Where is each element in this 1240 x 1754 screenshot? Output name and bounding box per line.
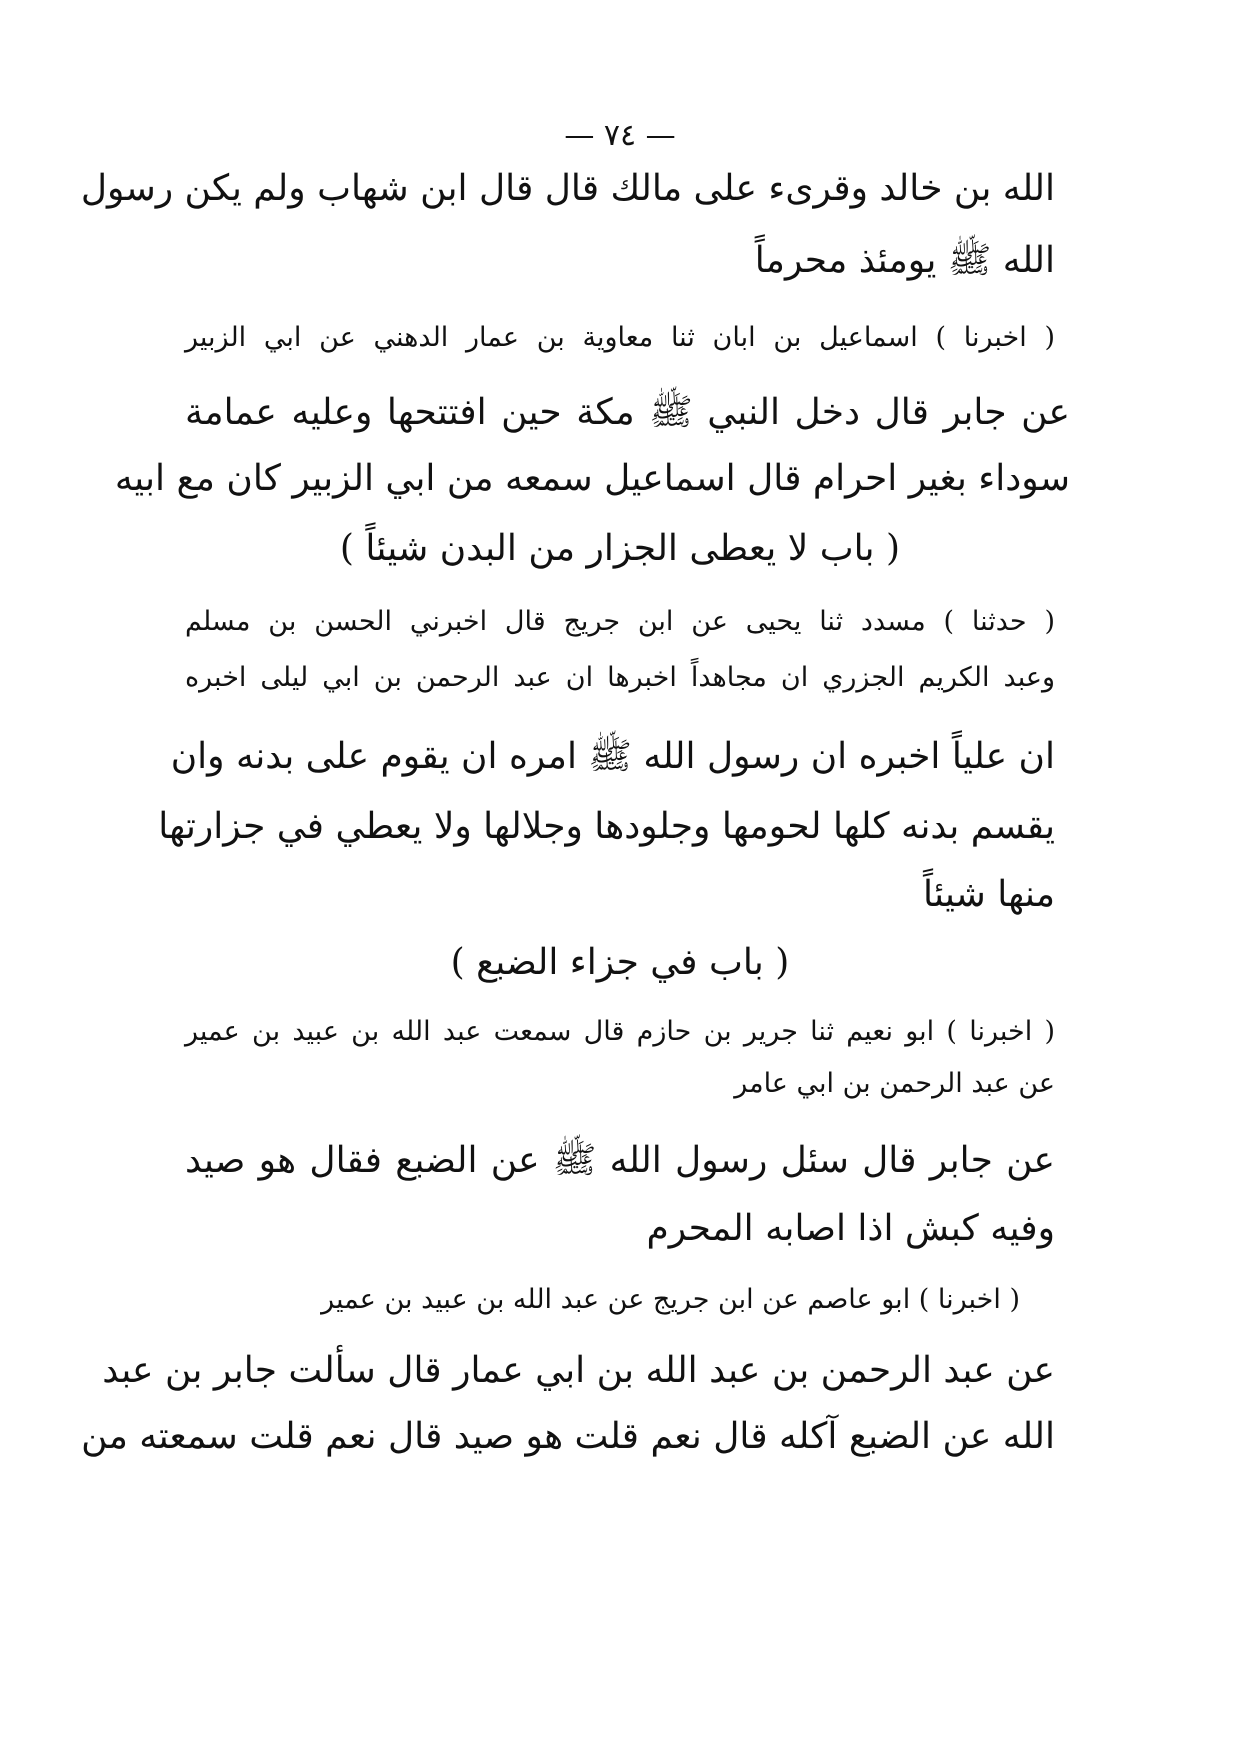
text-line-9: وفيه كبش اذا اصابه المحرم (646, 1208, 1055, 1249)
isnad-line-6: ( اخبرنا ) ابو عاصم عن ابن جريج عن عبد الله بن عبيد بن عمير (321, 1284, 1020, 1315)
isnad-line-4: ( اخبرنا ) ابو نعيم ثنا جرير بن حازم قال سمعت عبد الله بن عبيد بن عمير (185, 1016, 1055, 1047)
chapter-heading-2: ( باب في جزاء الضبع ) (450, 942, 790, 983)
text-line-7: منها شيئاً (922, 874, 1055, 915)
chapter-heading-1: ( باب لا يعطى الجزار من البدن شيئاً ) (339, 528, 901, 569)
text-line-5: ان علياً اخبره ان رسول الله ﷺ امره ان يقوم على بدنه وان (170, 736, 1055, 777)
text-line-3: عن جابر قال دخل النبي ﷺ مكة حين افتتحها وعليه عمامة (185, 392, 1071, 433)
text-line-1: الله بن خالد وقرىء على مالك قال قال ابن شهاب ولم يكن رسول (80, 168, 1055, 209)
isnad-line-3: وعبد الكريم الجزري ان مجاهداً اخبرها ان عبد الرحمن بن ابي ليلى اخبره (185, 662, 1055, 693)
isnad-line-2: ( حدثنا ) مسدد ثنا يحيى عن ابن جريج قال اخبرني الحسن بن مسلم (185, 606, 1055, 637)
text-line-8: عن جابر قال سئل رسول الله ﷺ عن الضبع فقال هو صيد (185, 1140, 1055, 1181)
text-line-4: سوداء بغير احرام قال اسماعيل سمعه من ابي الزبير كان مع ابيه (114, 458, 1070, 499)
isnad-line-1: ( اخبرنا ) اسماعيل بن ابان ثنا معاوية بن عمار الدهني عن ابي الزبير (185, 322, 1055, 353)
page-number: — ٧٤ — (564, 118, 676, 153)
text-line-2: الله ﷺ يومئذ محرماً (754, 240, 1055, 281)
text-line-11: الله عن الضبع آكله قال نعم قلت هو صيد قال نعم قلت سمعته من (81, 1416, 1055, 1457)
text-line-10: عن عبد الرحمن بن عبد الله بن ابي عمار قال سألت جابر بن عبد (102, 1350, 1055, 1391)
isnad-line-5: عن عبد الرحمن بن ابي عامر (734, 1068, 1055, 1099)
text-line-6: يقسم بدنه كلها لحومها وجلودها وجلالها ولا يعطي في جزارتها (158, 806, 1055, 847)
